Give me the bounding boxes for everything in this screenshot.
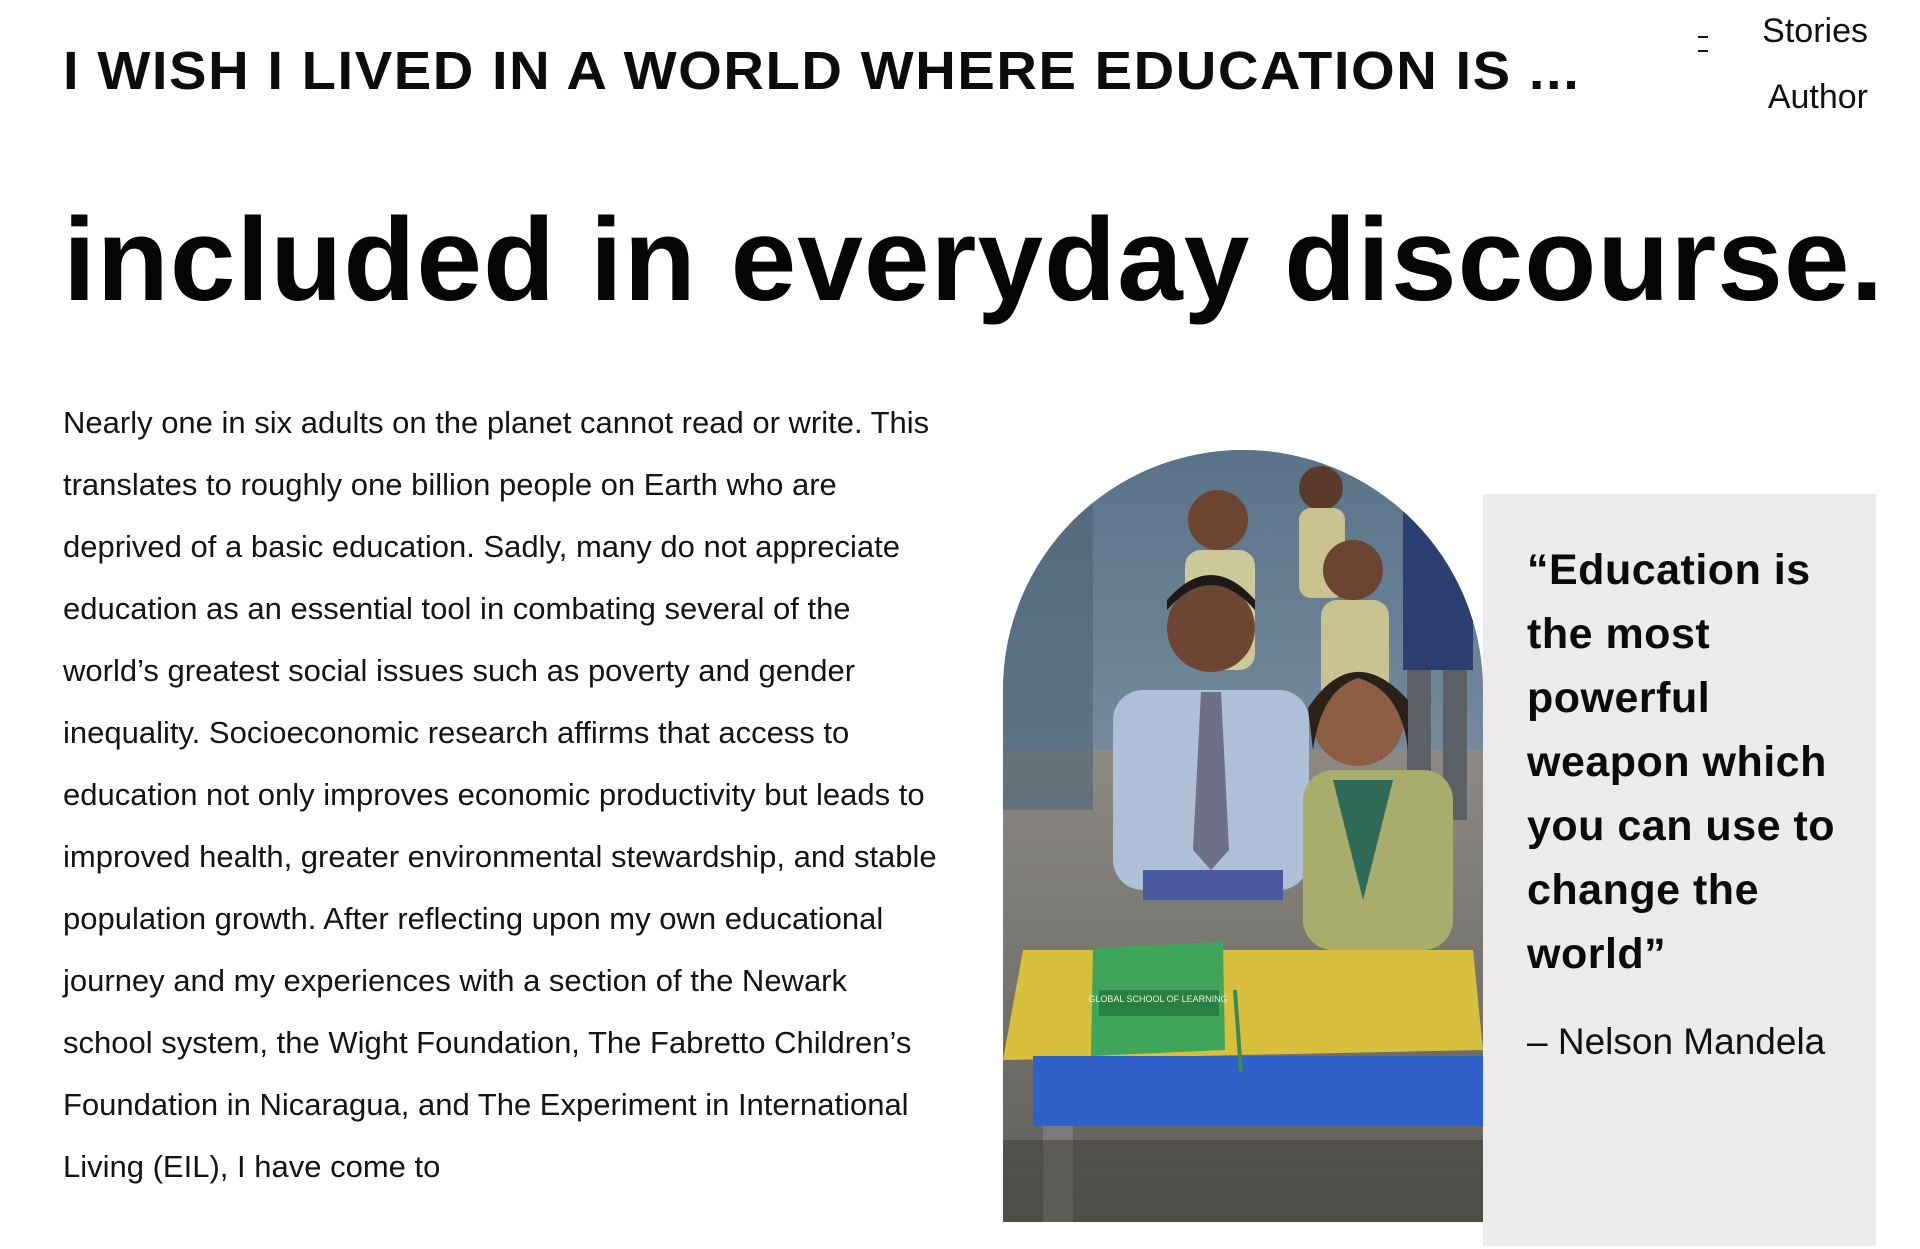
nav-dash-icon: [1698, 36, 1710, 52]
book-label: GLOBAL SCHOOL OF LEARNING: [1088, 994, 1228, 1004]
article-paragraph: Nearly one in six adults on the planet cannot read or write. This translates to roughly one billion people on Earth who are deprived of a basic education. Sadly, many do not appreciate education as an essential tool in combating several of the world’s greatest social issues such as poverty and gender inequality. Socioeconomic research affirms that access to education not only improves economic productivity but leads to improved health, greater environmental stewardship, and stable population growth. After reflecting upon my own educational journey and my experiences with a section of the Newark school system, the Wight Foundation, The Fabretto Children’s Foundation in Nicaragua, and The Experiment in International Living (EIL), I have come to: [63, 405, 937, 1184]
classroom-photo: [1003, 450, 1483, 1222]
nav-item-author[interactable]: [1768, 78, 1868, 117]
headline: included in everyday discourse.: [63, 194, 1885, 326]
classroom-photo-illustration: [1003, 450, 1483, 1222]
nav-link-author[interactable]: Author: [1767, 78, 1868, 116]
nav-item-stories[interactable]: [1762, 12, 1868, 51]
nav-link-stories[interactable]: Stories: [1762, 12, 1868, 50]
quote-text: “Education is the most powerful weapon which you can use to change the world”: [1527, 546, 1836, 978]
page-header-title: I WISH I LIVED IN A WORLD WHERE EDUCATION IS ...: [63, 41, 1581, 101]
top-nav: [1698, 12, 1868, 132]
quote-author: – Nelson Mandela: [1527, 1021, 1826, 1062]
article-body: [63, 392, 943, 1198]
quote-box: [1483, 494, 1876, 1246]
